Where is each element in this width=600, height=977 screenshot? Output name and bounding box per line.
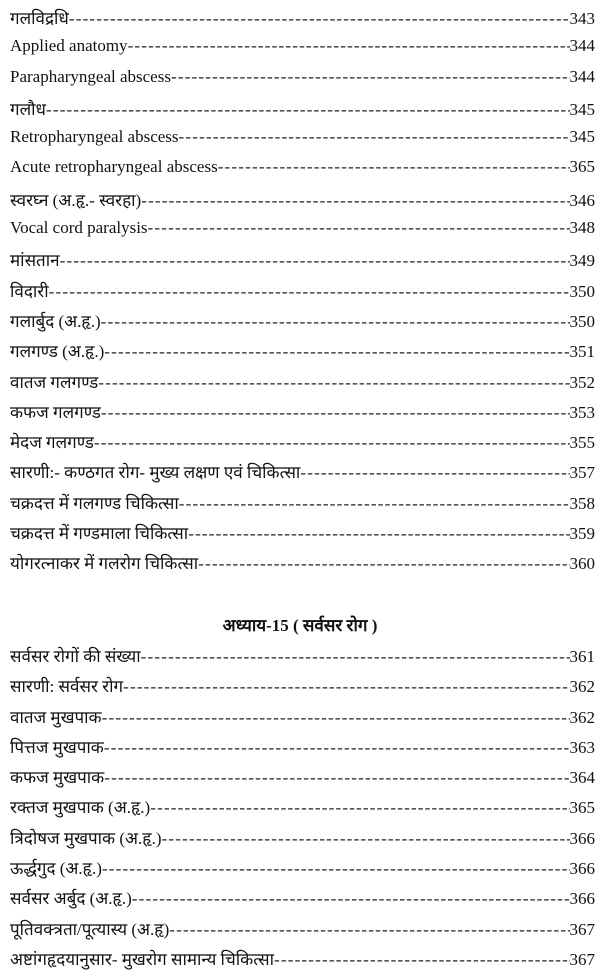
- page-number: 363: [569, 737, 595, 757]
- toc-entry: [10, 309, 595, 339]
- entry-title: Parapharyngeal abscess: [10, 66, 171, 86]
- entry-title: चक्रदत्त में गलगण्ड चिकित्सा: [10, 493, 179, 513]
- page-number: 367: [569, 949, 595, 969]
- toc-entry: [10, 248, 595, 278]
- toc-section-throat-diseases: [10, 6, 595, 582]
- page-number: 365: [569, 157, 595, 177]
- toc-entry: [10, 460, 595, 490]
- dot-leader: [150, 798, 569, 818]
- toc-entry: [10, 67, 595, 97]
- toc-entry: [10, 795, 595, 825]
- entry-title: मांसतान: [10, 251, 60, 271]
- entry-title: Acute retropharyngeal abscess: [10, 157, 218, 177]
- page-number: 364: [569, 768, 595, 788]
- page-number: 357: [569, 463, 595, 483]
- page-number: 345: [569, 127, 595, 147]
- dot-leader: [162, 829, 570, 849]
- dot-leader: [104, 768, 569, 788]
- toc-entry: [10, 36, 595, 66]
- dot-leader: [123, 677, 569, 697]
- page-number: 366: [569, 828, 595, 848]
- page-number: 350: [569, 281, 595, 301]
- dot-leader: [141, 647, 570, 667]
- entry-title: पित्तज मुखपाक: [10, 737, 104, 757]
- page-number: 362: [569, 677, 595, 697]
- entry-title: सारणी:- कण्ठगत रोग- मुख्य लक्षण एवं चिकित्सा: [10, 463, 301, 483]
- entry-title: योगरत्नाकर में गलरोग चिकित्सा: [10, 554, 199, 574]
- entry-title: कफज गलगण्ड: [10, 402, 101, 422]
- dot-leader: [274, 950, 570, 970]
- page-number: 366: [569, 859, 595, 879]
- chapter-heading: अध्याय-15 ( सर्वसर रोग ): [222, 616, 378, 635]
- toc-entry: [10, 765, 595, 795]
- entry-title: सर्वसर रोगों की संख्या: [10, 647, 141, 666]
- page-number: 343: [569, 9, 595, 28]
- page-number: 358: [569, 493, 595, 513]
- dot-leader: [148, 218, 570, 238]
- dot-leader: [128, 36, 570, 56]
- toc-entry: [10, 97, 595, 127]
- toc-entry: [10, 705, 595, 735]
- toc-entry: [10, 430, 595, 460]
- page-number: 367: [569, 919, 595, 939]
- toc-entry: [10, 826, 595, 856]
- entry-title: पूतिवक्त्रता/पूत्यास्य (अ.हृ): [10, 919, 170, 939]
- entry-title: त्रिदोषज मुखपाक (अ.हृ.): [10, 828, 162, 848]
- dot-leader: [171, 67, 570, 87]
- page-number: 349: [569, 251, 595, 271]
- toc-entry: [10, 6, 595, 36]
- dot-leader: [104, 738, 570, 758]
- toc-entry: [10, 856, 595, 886]
- dot-leader: [198, 554, 569, 574]
- dot-leader: [132, 889, 570, 909]
- entry-title: वातज गलगण्ड: [10, 372, 99, 392]
- entry-title: सारणी: सर्वसर रोग: [10, 677, 124, 697]
- toc-entry: [10, 735, 595, 765]
- entry-title: अष्टांगहृदयानुसार- मुखरोग सामान्य चिकित्सा: [10, 949, 274, 969]
- entry-title: मेदज गलगण्ड: [10, 433, 94, 453]
- page-number: 346: [569, 190, 595, 210]
- page-number: 348: [569, 218, 595, 238]
- toc-entry: [10, 400, 595, 430]
- dot-leader: [102, 708, 570, 728]
- entry-title: गलविद्रधि: [10, 9, 69, 28]
- dot-leader: [46, 100, 570, 120]
- entry-title: Applied anatomy: [10, 36, 128, 56]
- toc-entry: [10, 188, 595, 218]
- toc-entry: [10, 917, 595, 947]
- entry-title: Retropharyngeal abscess: [10, 127, 179, 147]
- entry-title: Vocal cord paralysis: [10, 218, 148, 238]
- toc-entry: [10, 551, 595, 581]
- page-number: 344: [569, 66, 595, 86]
- dot-leader: [141, 191, 569, 211]
- dot-leader: [101, 312, 570, 332]
- page-number: 351: [569, 342, 595, 362]
- dot-leader: [102, 859, 570, 879]
- toc-entry: [10, 521, 595, 551]
- entry-title: गलार्बुद (अ.हृ.): [10, 311, 101, 331]
- dot-leader: [218, 157, 570, 177]
- toc-entry: [10, 127, 595, 157]
- dot-leader: [179, 494, 570, 514]
- entry-title: चक्रदत्त में गण्डमाला चिकित्सा: [10, 524, 189, 544]
- dot-leader: [188, 524, 569, 544]
- dot-leader: [94, 433, 570, 453]
- dot-leader: [49, 282, 570, 302]
- dot-leader: [104, 342, 569, 362]
- toc-entry: [10, 218, 595, 248]
- entry-title: वातज मुखपाक: [10, 707, 102, 727]
- page-number: 352: [569, 372, 595, 392]
- dot-leader: [69, 9, 570, 29]
- entry-title: स्वरघ्न (अ.हृ.- स्वरहा): [10, 190, 142, 210]
- entry-title: सर्वसर अर्बुद (अ.हृ.): [10, 889, 132, 909]
- page-number: 361: [569, 647, 595, 666]
- page-number: 359: [569, 524, 595, 544]
- entry-title: गलगण्ड (अ.हृ.): [10, 342, 105, 362]
- entry-title: विदारी: [10, 281, 49, 301]
- toc-entry: [10, 674, 595, 704]
- page-number: 345: [569, 99, 595, 119]
- page-number: 362: [569, 707, 595, 727]
- toc-entry: [10, 370, 595, 400]
- toc-entry: [10, 279, 595, 309]
- toc-entry: [10, 886, 595, 916]
- dot-leader: [179, 127, 570, 147]
- dot-leader: [60, 251, 570, 271]
- entry-title: गलौध: [10, 99, 46, 119]
- entry-title: ऊर्द्धगुद (अ.हृ.): [10, 859, 102, 879]
- toc-entry: [10, 947, 595, 977]
- page-number: 350: [569, 311, 595, 331]
- dot-leader: [101, 403, 570, 423]
- toc-entry: [10, 644, 595, 674]
- page-number: 344: [569, 36, 595, 56]
- entry-title: कफज मुखपाक: [10, 768, 105, 788]
- toc-entry: [10, 491, 595, 521]
- page-number: 365: [569, 798, 595, 818]
- page-number: 353: [569, 402, 595, 422]
- page-number: 355: [569, 433, 595, 453]
- page-number: 366: [569, 889, 595, 909]
- entry-title: रक्तज मुखपाक (अ.हृ.): [10, 798, 151, 818]
- toc-entry: [10, 339, 595, 369]
- page-number: 360: [569, 554, 595, 574]
- dot-leader: [300, 463, 569, 483]
- toc-entry: [10, 157, 595, 187]
- toc-section-sarvasar-diseases: [10, 644, 595, 977]
- dot-leader: [98, 373, 569, 393]
- dot-leader: [169, 920, 569, 940]
